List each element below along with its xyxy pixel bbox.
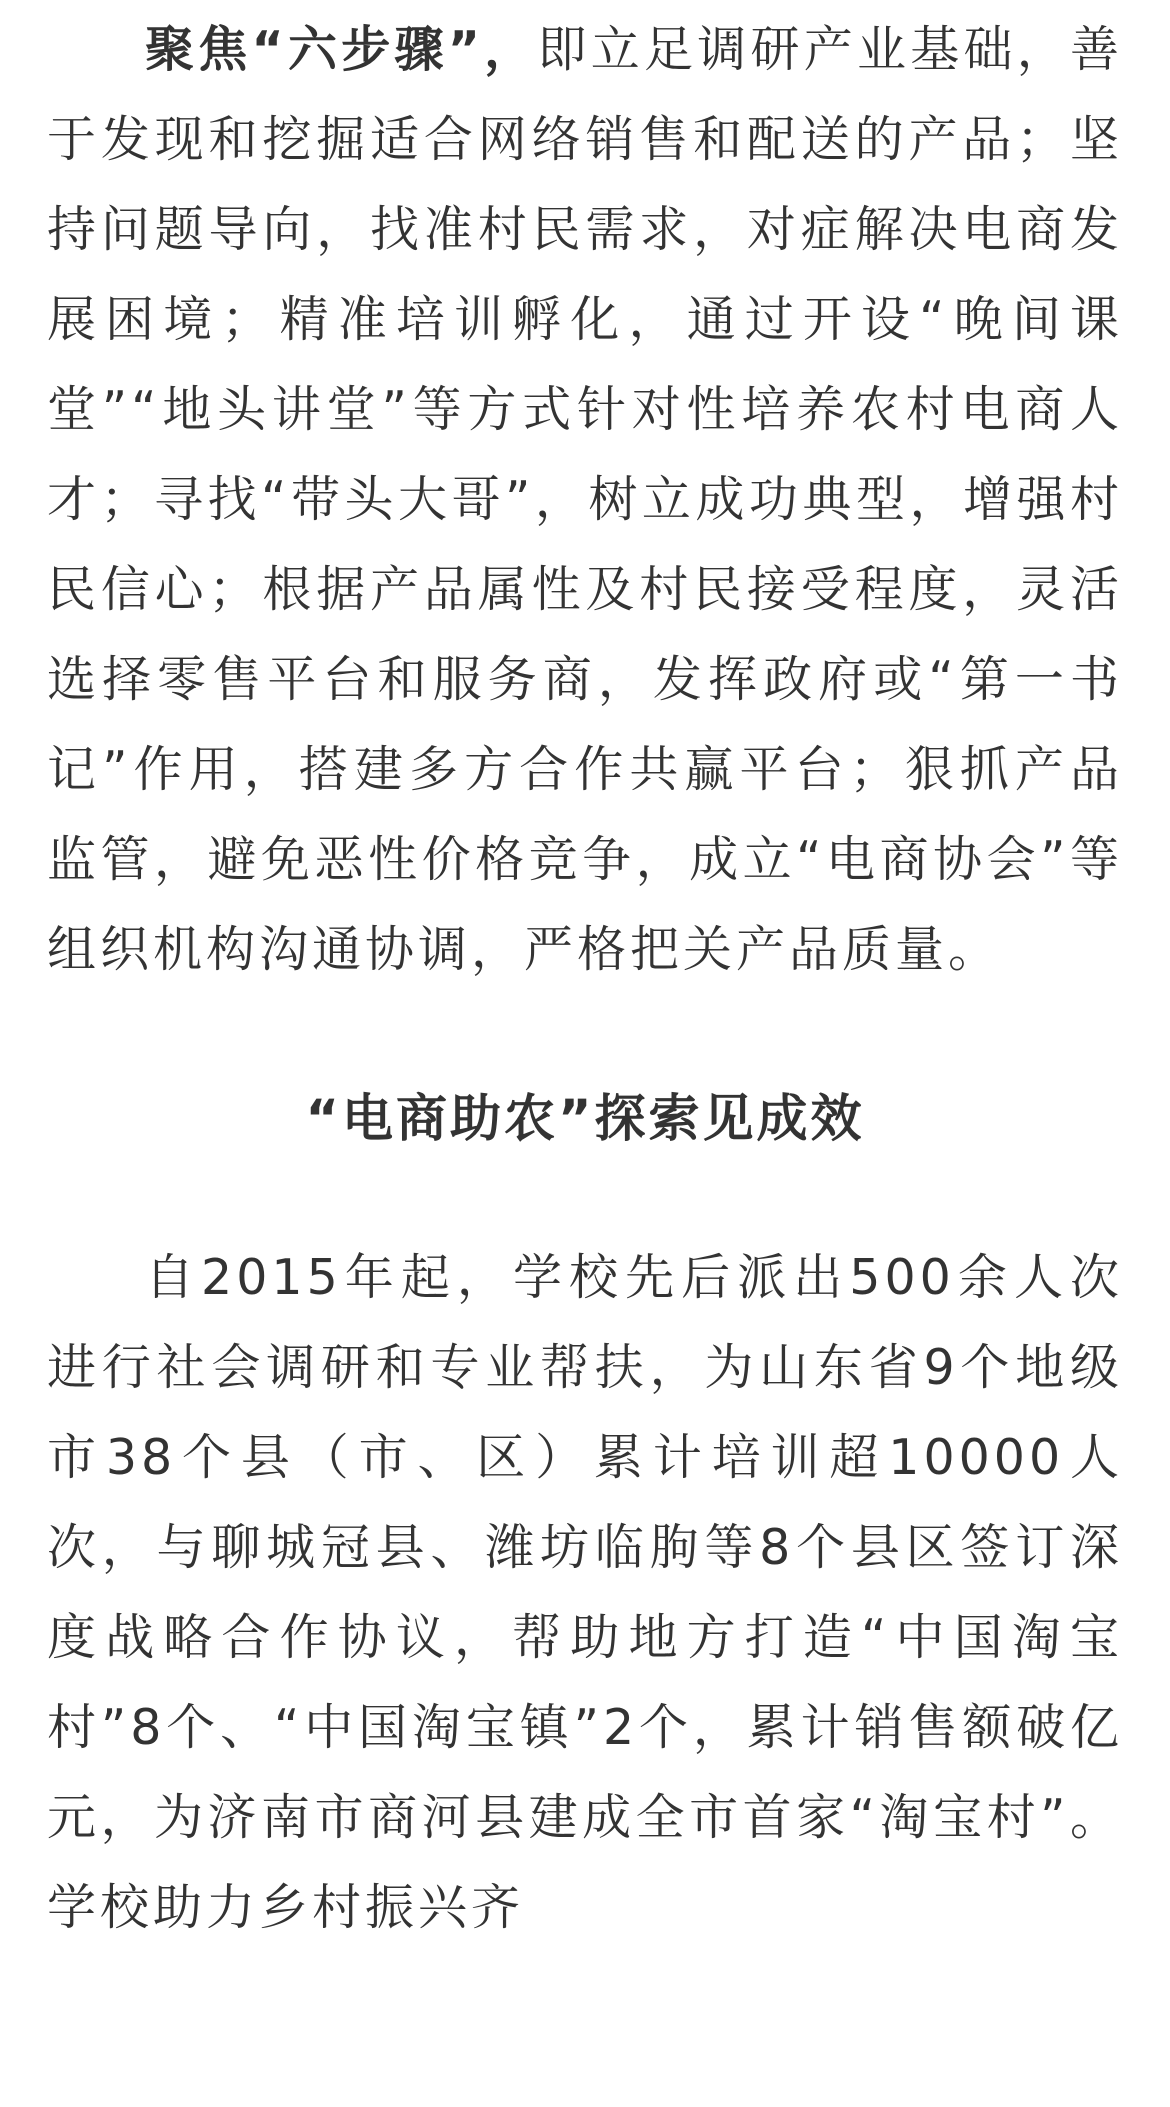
section-heading: “电商助农”探索见成效 xyxy=(305,1090,865,1149)
paragraph-six-steps xyxy=(47,5,1123,995)
paragraph-lead: 聚焦“六步骤”， xyxy=(145,21,538,78)
paragraph-text: 自2015年起，学校先后派出500余人次进行社会调研和专业帮扶，为山东省9个地级市38个县（市、区）累计培训超10000人次，与聊城冠县、潍坊临朐等8个县区签订深度战略合作协议，帮助地方打造“中国淘宝村”8个、“中国淘宝镇”2个，累计销售额破亿元，为济南市商河县建成全市首家“淘宝村”。学校助力乡村振兴齐 xyxy=(47,1249,1123,1936)
paragraph-results xyxy=(47,1233,1123,1953)
article-body xyxy=(47,0,1123,1953)
paragraph-text: 即立足调研产业基础，善于发现和挖掘适合网络销售和配送的产品；坚持问题导向，找准村民需求，对症解决电商发展困境；精准培训孵化，通过开设“晚间课堂”“地头讲堂”等方式针对性培养农村电商人才；寻找“带头大哥”，树立成功典型，增强村民信心；根据产品属性及村民接受程度，灵活选择零售平台和服务商，发挥政府或“第一书记”作用，搭建多方合作共赢平台；狠抓产品监管，避免恶性价格竞争，成立“电商协会”等组织机构沟通协调，严格把关产品质量。 xyxy=(47,21,1123,978)
